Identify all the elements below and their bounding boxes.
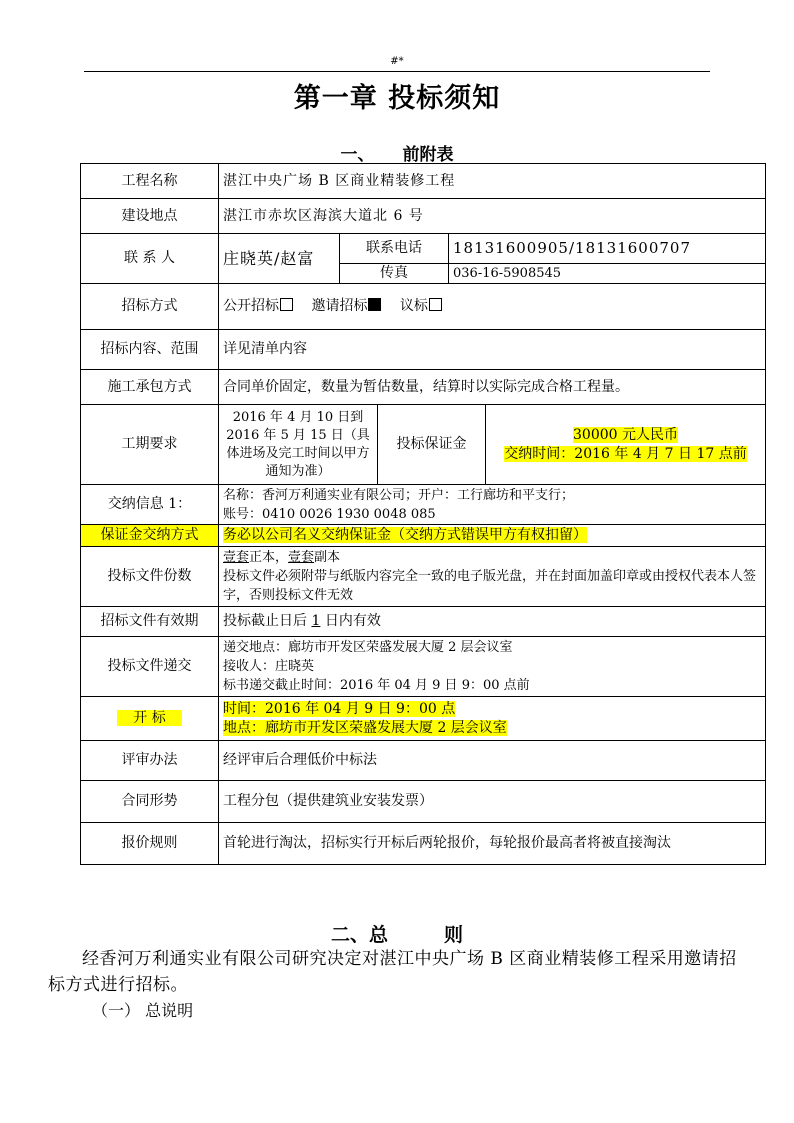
validity-suffix: 日内有效 — [320, 613, 381, 629]
section2-subheading: （一） 总说明 — [92, 1001, 194, 1020]
deposit-amount: 30000 元人民币 — [573, 426, 679, 443]
section1-heading: 前附表 — [402, 145, 454, 165]
payment-account-name: 名称：香河万利通实业有限公司；开户：工行廊坊和平支行； — [223, 487, 575, 503]
submission-recipient: 接收人：庄晓英 — [223, 659, 315, 674]
label-contact: 联 系 人 — [81, 234, 219, 284]
label-location: 建设地点 — [81, 199, 219, 234]
section2-paragraph: 经香河万利通实业有限公司研究决定对湛江中央广场 B 区商业精装修工程采用邀请招标方式进行招标。 — [48, 949, 737, 995]
label-validity: 招标文件有效期 — [81, 607, 219, 637]
row-project-name — [81, 164, 766, 199]
row-deposit-method — [81, 525, 766, 547]
label-fax: 传真 — [340, 264, 449, 284]
label-opening-cell — [81, 697, 219, 741]
validity-prefix: 投标截止日后 — [223, 613, 312, 629]
payment-account-number: 账号：0410 0026 1930 0048 085 — [223, 506, 436, 522]
open-tender-checkbox — [280, 298, 293, 311]
invited-tender-checkbox — [368, 298, 381, 311]
opening-time: 时间：2016 年 04 月 9 日 9：00 点 — [223, 700, 456, 717]
validity-days: 1 — [311, 613, 321, 629]
submission-location: 递交地点：廊坊市开发区荣盛发展大厦 2 层会议室 — [223, 640, 513, 655]
row-submission — [81, 637, 766, 697]
row-validity — [81, 607, 766, 637]
value-copies — [219, 547, 766, 607]
row-copies — [81, 547, 766, 607]
label-payment: 交纳信息 1： — [81, 485, 219, 525]
label-deposit: 投标保证金 — [378, 405, 486, 485]
value-project-name: 湛江中央广场 B 区商业精装修工程 — [219, 164, 766, 199]
row-scope — [81, 330, 766, 370]
section2-title-part1: 二、总 — [330, 924, 388, 946]
option-open-tender: 公开招标 — [223, 298, 279, 314]
copies-original-label: 正本， — [249, 550, 289, 565]
section2-title-part2: 则 — [444, 924, 464, 946]
value-phone: 18131600905/18131600707 — [449, 234, 766, 264]
value-fax: 036-16-5908545 — [449, 264, 766, 284]
value-deposit — [486, 405, 766, 485]
submission-deadline: 标书递交截止时间：2016 年 04 月 9 日 9：00 点前 — [223, 678, 530, 693]
label-scope: 招标内容、范围 — [81, 330, 219, 370]
row-opening — [81, 697, 766, 741]
value-pricing: 首轮进行淘汰，招标实行开标后两轮报价，每轮报价最高者将被直接淘汰 — [219, 823, 766, 865]
prefix-table — [80, 163, 766, 865]
value-contact: 庄晓英/赵富 — [219, 234, 340, 284]
value-payment — [219, 485, 766, 525]
row-contract-form — [81, 781, 766, 823]
value-contract: 合同单价固定，数量为暂估数量，结算时以实际完成合格工程量。 — [219, 370, 766, 405]
label-evaluation: 评审办法 — [81, 741, 219, 781]
row-contact — [81, 234, 766, 264]
label-submission: 投标文件递交 — [81, 637, 219, 697]
value-opening — [219, 697, 766, 741]
label-phone: 联系电话 — [340, 234, 449, 264]
section1-title — [0, 140, 794, 165]
value-deposit-method — [219, 525, 766, 547]
negotiated-tender-checkbox — [429, 298, 442, 311]
label-copies: 投标文件份数 — [81, 547, 219, 607]
row-pricing — [81, 823, 766, 865]
row-location — [81, 199, 766, 234]
section1-number: 一、 — [340, 145, 375, 165]
row-contract — [81, 370, 766, 405]
row-period — [81, 405, 766, 485]
value-period: 2016 年 4 月 10 日到 2016 年 5 月 15 日（具体进场及完工时间以甲方通知为准） — [219, 405, 378, 485]
value-method — [219, 284, 766, 330]
header-rule — [84, 71, 710, 72]
copies-original-count: 壹套 — [223, 550, 250, 565]
chapter-title: 第一章 投标须知 — [293, 83, 501, 114]
label-project-name: 工程名称 — [81, 164, 219, 199]
row-evaluation — [81, 741, 766, 781]
value-location: 湛江市赤坎区海滨大道北 6 号 — [219, 199, 766, 234]
deposit-method-text: 务必以公司名义交纳保证金（交纳方式错误甲方有权扣留） — [223, 527, 587, 543]
option-negotiated-tender: 议标 — [399, 298, 428, 314]
value-scope: 详见清单内容 — [219, 330, 766, 370]
option-invited-tender: 邀请招标 — [311, 298, 368, 314]
label-contract-form: 合同形势 — [81, 781, 219, 823]
label-pricing: 报价规则 — [81, 823, 219, 865]
header-mark: #* — [390, 56, 404, 67]
opening-location: 地点：廊坊市开发区荣盛发展大厦 2 层会议室 — [223, 719, 507, 736]
label-deposit-method: 保证金交纳方式 — [81, 525, 219, 547]
row-method — [81, 284, 766, 330]
label-contract: 施工承包方式 — [81, 370, 219, 405]
deposit-time: 交纳时间：2016 年 4 月 7 日 17 点前 — [504, 445, 747, 462]
copies-requirement: 投标文件必须附带与纸版内容完全一致的电子版光盘，并在封面加盖印章或由授权代表本人签字，否则投标文件无效 — [223, 569, 757, 603]
label-opening: 开 标 — [117, 710, 181, 726]
section2-title — [0, 920, 794, 947]
value-submission — [219, 637, 766, 697]
label-period: 工期要求 — [81, 405, 219, 485]
copies-duplicate-count: 壹套 — [288, 550, 315, 565]
label-method: 招标方式 — [81, 284, 219, 330]
row-payment — [81, 485, 766, 525]
value-validity — [219, 607, 766, 637]
value-evaluation: 经评审后合理低价中标法 — [219, 741, 766, 781]
value-contract-form: 工程分包（提供建筑业安装发票） — [219, 781, 766, 823]
copies-duplicate-label: 副本 — [314, 550, 341, 565]
